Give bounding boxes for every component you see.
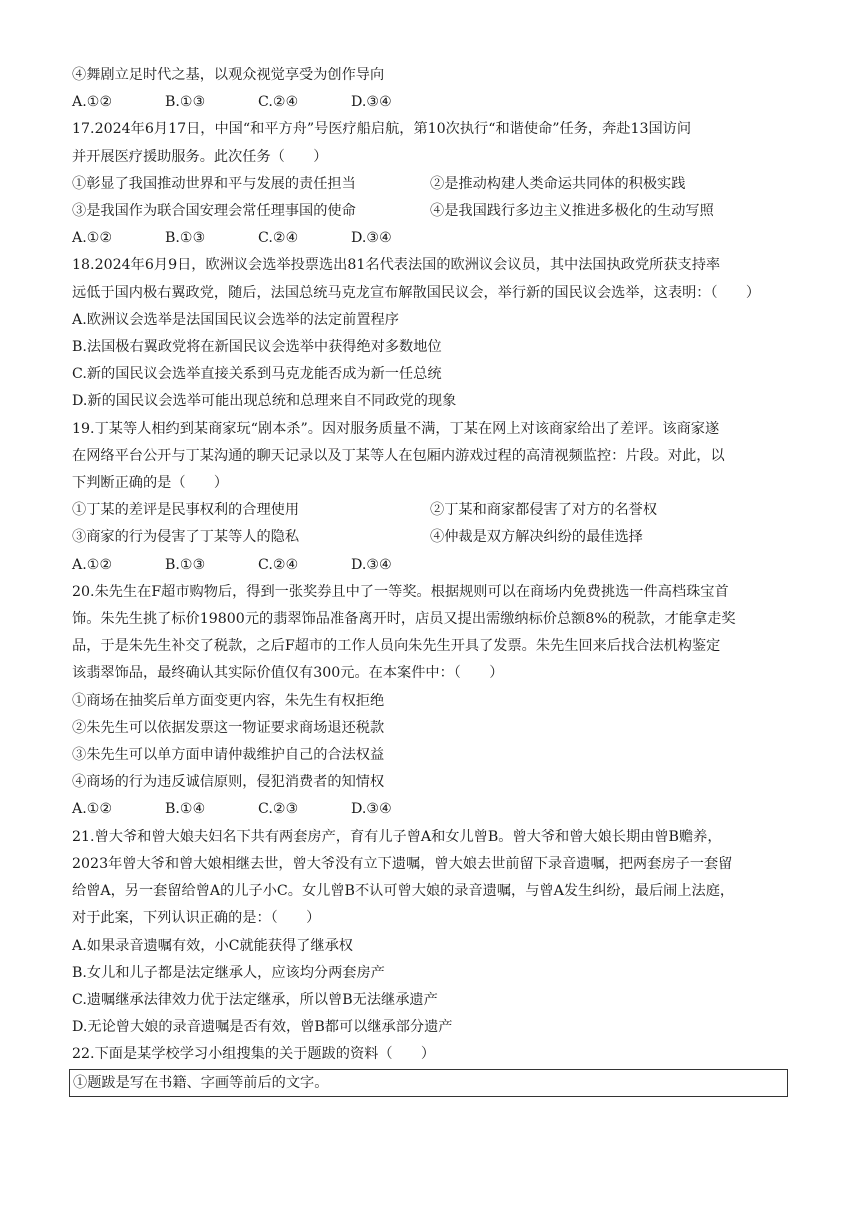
statement-row [72, 524, 788, 551]
question-stem: 给曾A，另一套留给曾A的儿子小C。女儿曾B不认可曾大娘的录音遗嘱，与曾A发生纠纷，最后闹上法庭， [72, 883, 735, 900]
question-16 [72, 62, 788, 116]
question-stem: 20.朱先生在F超市购物后，得到一张奖券且中了一等奖。根据规则可以在商场内免费挑选一件高档珠宝首 [72, 583, 729, 600]
option-a: A.①② [72, 230, 113, 247]
choice-b: B.法国极右翼政党将在新国民议会选举中获得绝对多数地位 [72, 339, 442, 356]
question-stem: 饰。朱先生挑了标价19800元的翡翠饰品准备离开时，店员又提出需缴纳标价总额8%的税款，才能拿走奖 [72, 611, 736, 628]
choice-a: A.欧洲议会选举是法国国民议会选举的法定前置程序 [72, 311, 399, 328]
question-stem: 在网络平台公开与丁某沟通的聊天记录以及丁某等人在包厢内游戏过程的高清视频监控：片段。对此，以 [72, 447, 725, 464]
option-c: C.②④ [258, 230, 299, 247]
option-d: D.③④ [351, 801, 392, 818]
question-stem: 并开展医疗援助服务。此次任务（ ） [72, 148, 328, 165]
answer-options [72, 552, 788, 579]
question-22 [72, 1041, 788, 1096]
statement: ③商家的行为侵害了丁某等人的隐私 [72, 529, 300, 546]
statement-row [72, 171, 788, 198]
option-d: D.③④ [351, 230, 392, 247]
statement: ①商场在抽奖后单方面变更内容，朱先生有权拒绝 [72, 692, 385, 709]
statement: ④仲裁是双方解决纠纷的最佳选择 [430, 529, 643, 546]
statement-row [72, 198, 788, 225]
option-b: B.①③ [165, 94, 206, 111]
material-box: ①题跋是写在书籍、字画等前后的文字。 [69, 1069, 788, 1097]
option-c: C.②④ [258, 94, 299, 111]
statement: ①彰显了我国推动世界和平与发展的责任担当 [72, 175, 356, 192]
option-d: D.③④ [351, 556, 392, 573]
statement: ①丁某的差评是民事权利的合理使用 [72, 502, 300, 519]
option-b: B.①③ [165, 230, 206, 247]
option-a: A.①② [72, 801, 113, 818]
question-stem: 下判断正确的是（ ） [72, 475, 229, 492]
option-d: D.③④ [351, 94, 392, 111]
choice-d: D.新的国民议会选举可能出现总统和总理来自不同政党的现象 [72, 393, 457, 410]
option-c: C.②③ [258, 801, 299, 818]
answer-options [72, 225, 788, 252]
choice-c: C.新的国民议会选举直接关系到马克龙能否成为新一任总统 [72, 366, 442, 383]
option-a: A.①② [72, 94, 113, 111]
option-a: A.①② [72, 556, 113, 573]
question-stem: 21.曾大爷和曾大娘夫妇名下共有两套房产，育有儿子曾A和女儿曾B。曾大爷和曾大娘长期由曾B赡养， [72, 828, 722, 845]
choice-c: C.遗嘱继承法律效力优于法定继承，所以曾B无法继承遗产 [72, 991, 438, 1008]
option-c: C.②④ [258, 556, 299, 573]
question-17 [72, 116, 788, 252]
question-18 [72, 252, 788, 415]
question-stem: 17.2024年6月17日，中国“和平方舟”号医疗船启航，第10次执行“和谐使命”任务，奔赴13国访问 [72, 121, 692, 138]
question-stem: 该翡翠饰品，最终确认其实际价值仅有300元。在本案件中：（ ） [72, 665, 504, 682]
question-stem: 19.丁某等人相约到某商家玩“剧本杀”。因对服务质量不满，丁某在网上对该商家给出了差评。该商家遂 [72, 420, 720, 437]
option-b: B.①③ [165, 556, 206, 573]
statement: ④舞剧立足时代之基，以观众视觉享受为创作导向 [72, 67, 385, 83]
question-20 [72, 579, 788, 824]
choice-a: A.如果录音遗嘱有效，小C就能获得了继承权 [72, 937, 353, 954]
question-stem: 品，于是朱先生补交了税款，之后F超市的工作人员向朱先生开具了发票。朱先生回来后找合法机构鉴定 [72, 638, 721, 655]
question-stem: 22.下面是某学校学习小组搜集的关于题跋的资料（ ） [72, 1046, 436, 1063]
statement: ②朱先生可以依据发票这一物证要求商场退还税款 [72, 719, 385, 736]
option-b: B.①④ [165, 801, 206, 818]
statement-row [72, 497, 788, 524]
statement: ④商场的行为违反诚信原则，侵犯消费者的知情权 [72, 774, 385, 791]
statement: ③朱先生可以单方面申请仲裁维护自己的合法权益 [72, 747, 385, 764]
choice-d: D.无论曾大娘的录音遗嘱是否有效，曾B都可以继承部分遗产 [72, 1019, 453, 1036]
question-21 [72, 824, 788, 1042]
question-19 [72, 416, 788, 579]
answer-options [72, 89, 788, 116]
question-stem: 远低于国内极右翼政党，随后，法国总统马克龙宣布解散国民议会，举行新的国民议会选举，这表明：（ ） [72, 284, 761, 301]
statement: ④是我国践行多边主义推进多极化的生动写照 [430, 203, 714, 220]
question-stem: 对于此案，下列认识正确的是：（ ） [72, 910, 321, 927]
statement: ②丁某和商家都侵害了对方的名誉权 [430, 502, 658, 519]
statement: ②是推动构建人类命运共同体的积极实践 [430, 175, 686, 192]
statement: ③是我国作为联合国安理会常任理事国的使命 [72, 203, 356, 220]
choice-b: B.女儿和儿子都是法定继承人，应该均分两套房产 [72, 964, 385, 981]
question-stem: 2023年曾大爷和曾大娘相继去世，曾大爷没有立下遗嘱，曾大娘去世前留下录音遗嘱，把两套房子一套留 [72, 855, 733, 872]
question-stem: 18.2024年6月9日，欧洲议会选举投票选出81名代表法国的欧洲议会议员，其中法国执政党所获支持率 [72, 257, 721, 274]
answer-options [72, 796, 788, 823]
